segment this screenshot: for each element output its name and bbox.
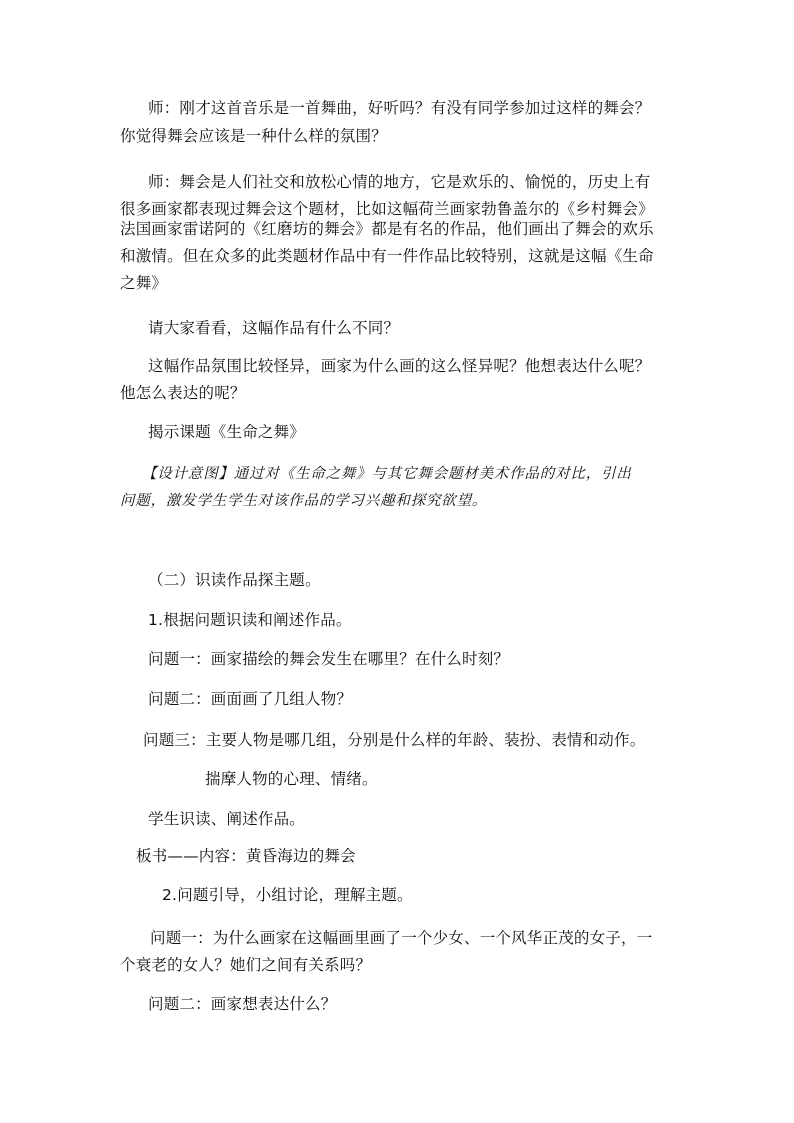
question-line: 问题二：画面画了几组人物？ xyxy=(148,690,353,708)
paragraph-line: 揭示课题《生命之舞》 xyxy=(148,423,306,441)
paragraph-line: 这幅作品氛围比较怪异，画家为什么画的这么怪异呢？他想表达什么呢？ xyxy=(148,357,651,375)
paragraph-line: 师：舞会是人们社交和放松心情的地方，它是欢乐的、愉悦的，历史上有 xyxy=(148,173,651,191)
paragraph-line: 他怎么表达的呢？ xyxy=(120,384,246,402)
paragraph-line: 法国画家雷诺阿的《红磨坊的舞会》都是有名的作品，他们画出了舞会的欢乐 xyxy=(120,220,654,238)
paragraph-line: 学生识读、阐述作品。 xyxy=(148,810,306,828)
paragraph-line: 很多画家都表现过舞会这个题材，比如这幅荷兰画家勃鲁盖尔的《乡村舞会》 xyxy=(120,200,654,218)
question-line: 个衰老的女人？她们之间有关系吗？ xyxy=(120,956,372,974)
question-line: 问题一：为什么画家在这幅画里画了一个少女、一个风华正茂的女子，一 xyxy=(150,929,653,947)
question-line: 问题一：画家描绘的舞会发生在哪里？在什么时刻？ xyxy=(148,650,510,668)
paragraph-line: 和激情。但在众多的此类题材作品中有一件作品比较特别，这就是这幅《生命 xyxy=(120,247,654,265)
question-line: 问题三：主要人物是哪几组，分别是什么样的年龄、装扮、表情和动作。 xyxy=(143,731,646,749)
subsection-heading: 1.根据问题识读和阐述作品。 xyxy=(148,611,352,629)
question-line: 揣摩人物的心理、情绪。 xyxy=(205,770,378,788)
paragraph-line: 师：刚才这首音乐是一首舞曲，好听吗？有没有同学参加过这样的舞会？ xyxy=(148,99,651,117)
board-note: 板书——内容：黄昏海边的舞会 xyxy=(136,847,356,865)
design-intent-note: 【设计意图】通过对《生命之舞》与其它舞会题材美术作品的对比，引出 xyxy=(142,466,632,482)
section-heading: （二）识读作品探主题。 xyxy=(148,571,321,589)
paragraph-line: 请大家看看，这幅作品有什么不同？ xyxy=(148,319,400,337)
paragraph-line: 之舞》 xyxy=(120,274,168,292)
design-intent-note: 问题，激发学生学生对该作品的学习兴趣和探究欲望。 xyxy=(120,493,488,509)
question-line: 问题二：画家想表达什么？ xyxy=(148,995,337,1013)
subsection-heading: 2.问题引导，小组讨论，理解主题。 xyxy=(162,886,413,904)
paragraph-line: 你觉得舞会应该是一种什么样的氛围？ xyxy=(120,127,387,145)
